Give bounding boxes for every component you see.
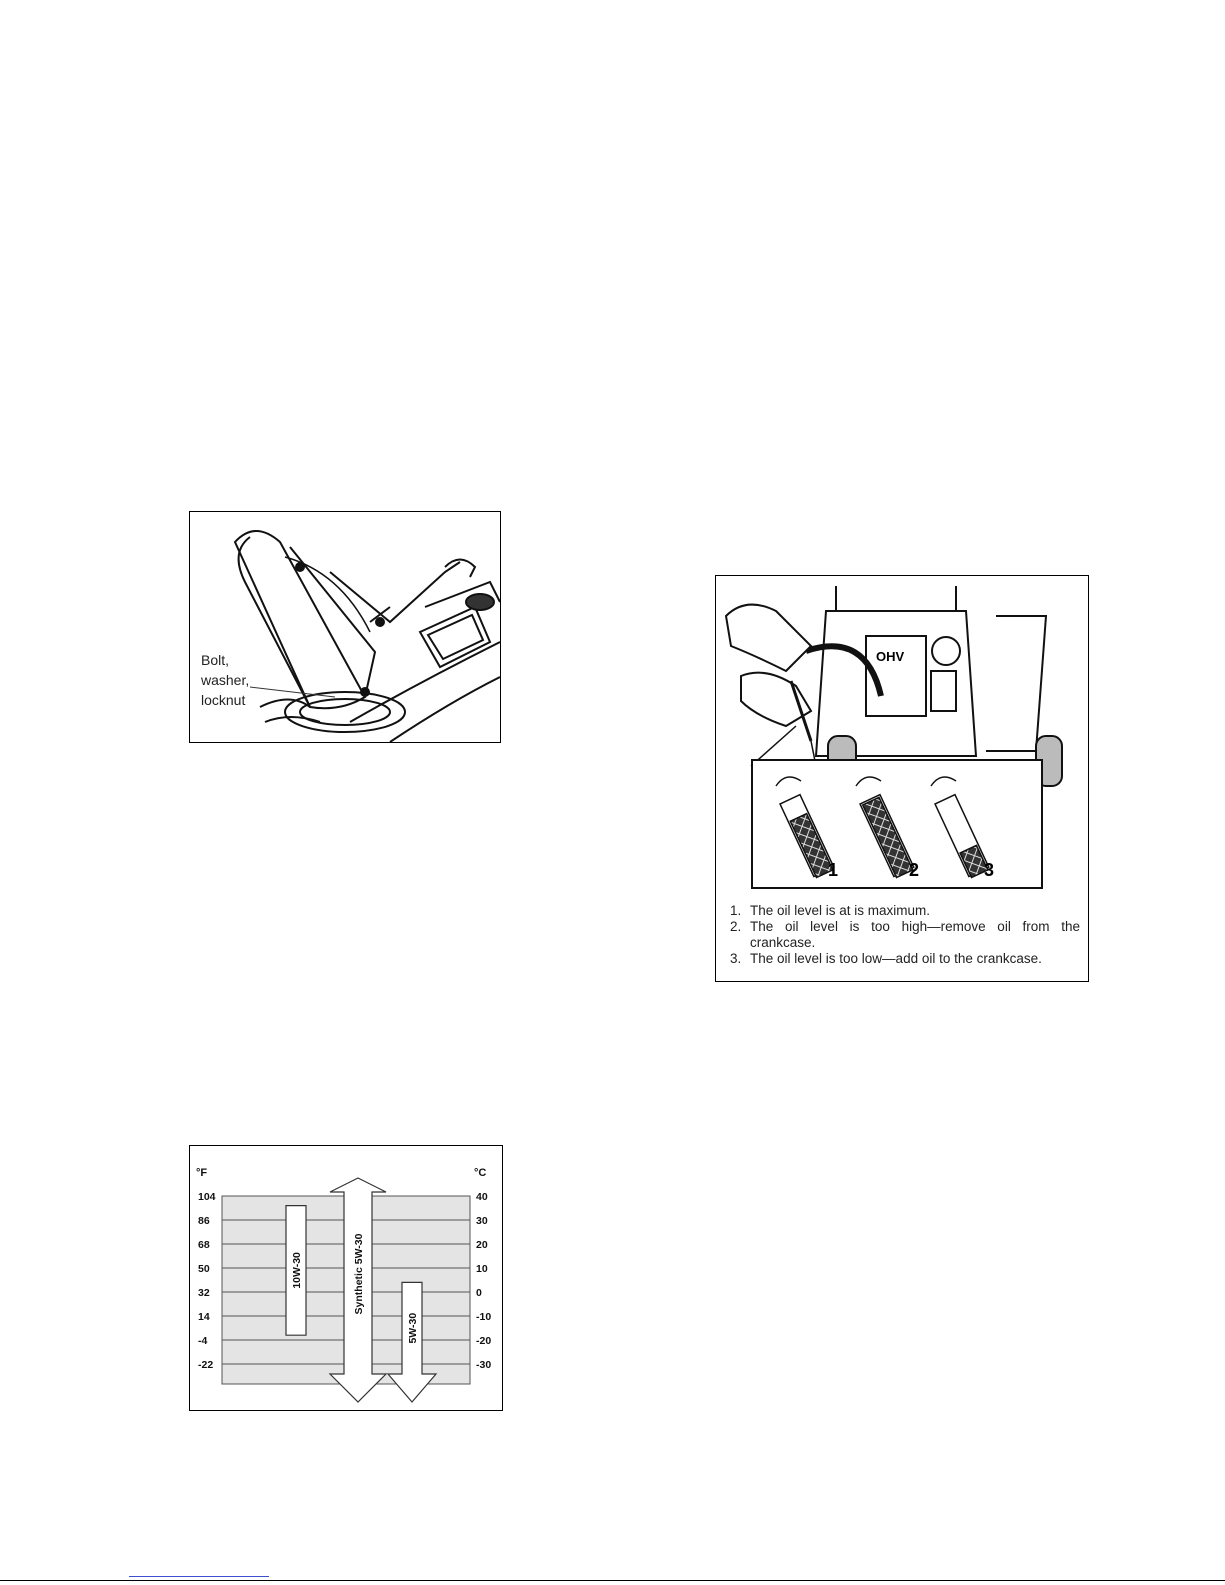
right-unit-label: °C [474,1167,487,1179]
right-tick-label: 40 [476,1191,488,1203]
oil-check-figure [715,575,1089,982]
right-tick-label: 0 [476,1287,482,1299]
footer-rule [0,1580,1225,1581]
right-tick-label: -10 [476,1311,492,1323]
left-tick-label: 104 [198,1191,216,1203]
callout-line: locknut [201,692,246,708]
engine-badge: OHV [876,649,905,664]
list-item: 1. The oil level is at is maximum. [730,903,931,918]
footer-link-underline [129,1576,269,1577]
left-tick-label: 50 [198,1263,210,1275]
right-tick-label: 20 [476,1239,488,1251]
left-tick-label: 14 [198,1311,210,1323]
chart-svg [190,1146,502,1410]
right-tick-label: -20 [476,1335,492,1347]
chute-figure [189,511,501,743]
oil-illustration [716,576,1088,901]
right-tick-label: 30 [476,1215,488,1227]
left-tick-label: 32 [198,1287,210,1299]
dipstick-label-1: 1 [828,860,839,880]
left-tick-label: -4 [198,1335,208,1347]
right-tick-label: -30 [476,1359,492,1371]
list-item: 2. The oil level is too high—remove oil from the crankcase. [730,919,1080,950]
oil-viscosity-chart [189,1145,503,1411]
callout-line: Bolt, [201,652,230,668]
left-tick-label: 68 [198,1239,210,1251]
left-unit-label: °F [196,1167,208,1179]
bolt-callout [201,650,249,710]
callout-line: washer, [201,672,250,688]
oil-level-list [722,903,1080,967]
left-tick-label: 86 [198,1215,210,1227]
list-item: 3. The oil level is too low—add oil to the crankcase. [730,951,1042,966]
dipstick-label-2: 2 [909,860,920,880]
right-tick-label: 10 [476,1263,488,1275]
range-label: Synthetic 5W-30 [353,1233,365,1315]
dipstick-label-3: 3 [984,860,995,880]
left-tick-label: -22 [198,1359,214,1371]
range-label: 10W-30 [291,1252,303,1289]
range-label: 5W-30 [407,1312,419,1344]
